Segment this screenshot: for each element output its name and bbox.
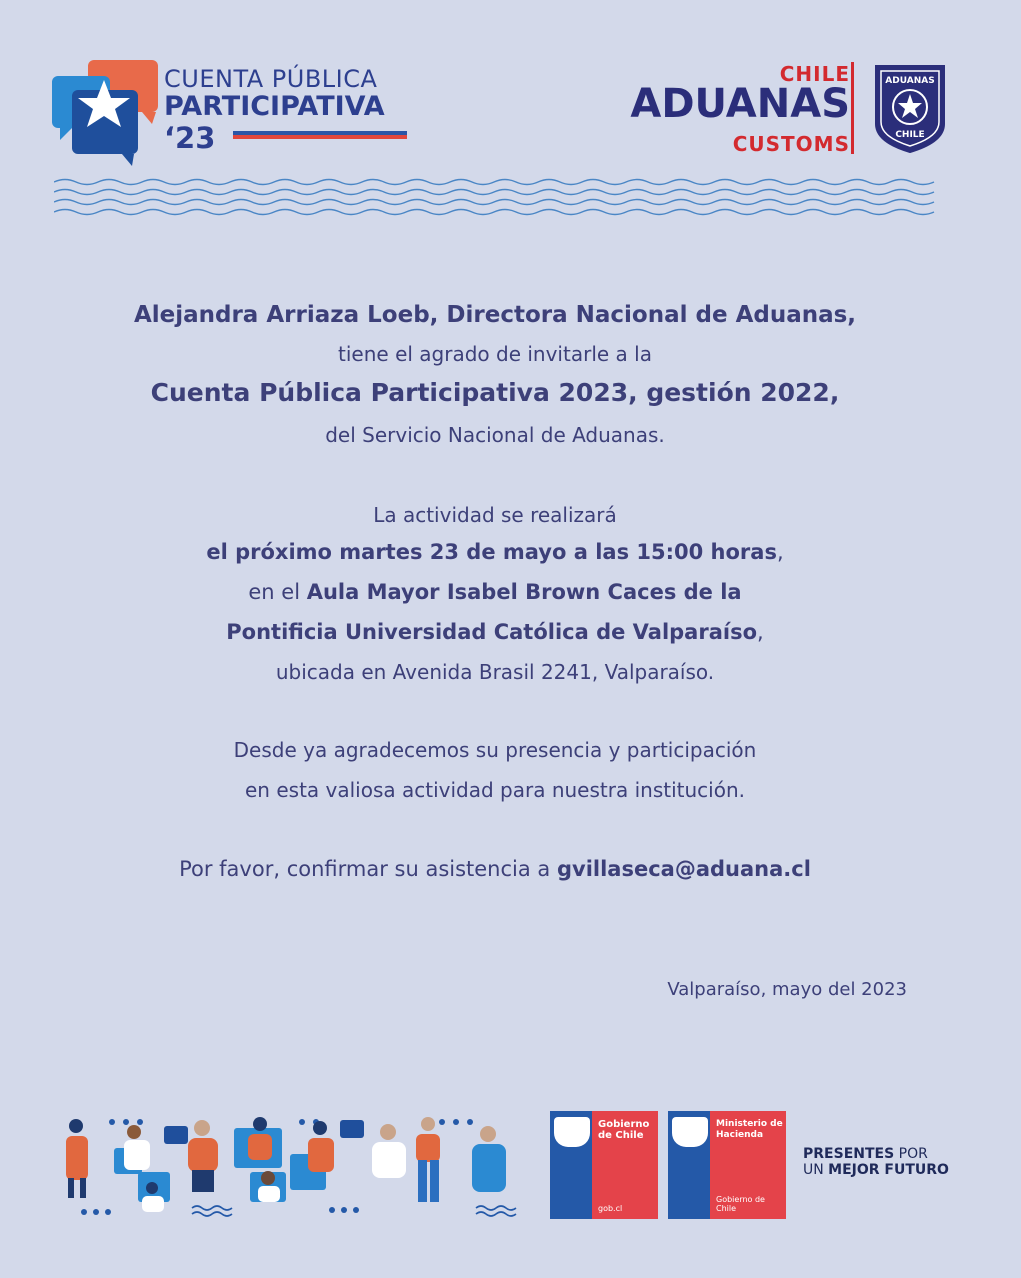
thanks-line-1: Desde ya agradecemos su presencia y participación [233,738,757,762]
slogan-por: POR [894,1146,928,1162]
venue-line-1 [0,580,990,604]
cp-line2: PARTICIPATIVA [164,91,385,122]
decorative-waves [54,178,940,220]
activity-intro: La actividad se realizará [373,503,617,527]
thanks-line-2: en esta valiosa actividad para nuestra institución. [245,778,745,802]
slogan-un: UN [803,1162,829,1178]
rsvp-prefix: Por favor, confirmar su asistencia a [179,857,557,881]
coat-of-arms-icon [554,1117,590,1147]
cp-red-bar [233,135,407,139]
gobierno-footer: gob.cl [598,1204,623,1213]
ministerio-hacienda-logo [668,1111,786,1219]
aduanas-customs-label: CUSTOMS [732,132,850,156]
badge-bottom-text: CHILE [895,130,925,140]
aduanas-chile-label: CHILE [779,62,850,86]
event-date-line [0,540,990,564]
event-date-suffix: , [776,540,784,564]
event-date: el próximo martes 23 de mayo a las 15:00 horas [206,540,777,564]
cuenta-publica-logo [52,58,422,173]
rsvp-email-link[interactable]: gvillaseca@aduana.cl [556,857,811,881]
invite-line: tiene el agrado de invitarle a la [338,342,652,366]
gobierno-title: Gobierno de Chile [598,1119,650,1141]
rsvp-line [0,857,990,881]
speech-bubbles-star-icon [52,58,164,170]
cp-line1: CUENTA PÚBLICA [164,65,378,93]
cp-line3: ‘23 [164,121,216,155]
aduanas-badge-icon [872,62,948,154]
aduanas-main-label: ADUANAS [630,81,850,127]
signer-line: Alejandra Arriaza Loeb, Directora Nacional de Aduanas, [133,302,857,328]
slogan-presentes: PRESENTES [803,1146,895,1162]
aduanas-logo [580,62,950,162]
badge-top-text: ADUANAS [885,76,935,86]
aduanas-divider [851,62,854,154]
slogan [803,1146,949,1178]
venue-line-2 [0,620,990,644]
venue-prefix: en el [248,580,307,604]
event-title: Cuenta Pública Participativa 2023, gestión 2022, [150,378,840,407]
venue-address: ubicada en Avenida Brasil 2241, Valparaíso. [275,660,715,684]
location-date: Valparaíso, mayo del 2023 [667,979,907,1000]
slogan-mejor-futuro: MEJOR FUTURO [828,1162,949,1178]
venue-name-2: Pontificia Universidad Católica de Valparaíso [226,620,758,644]
gobierno-de-chile-logo [550,1111,658,1219]
coat-of-arms-icon [672,1117,708,1147]
venue-suffix: , [757,620,764,644]
service-line: del Servicio Nacional de Aduanas. [325,423,665,447]
venue-name-1: Aula Mayor Isabel Brown Caces de la [306,580,742,604]
hacienda-footer: Gobierno de Chile [716,1195,765,1213]
cuenta-publica-wordmark [164,66,385,154]
people-illustration [52,1112,522,1222]
hacienda-title: Ministerio de Hacienda [716,1119,783,1140]
